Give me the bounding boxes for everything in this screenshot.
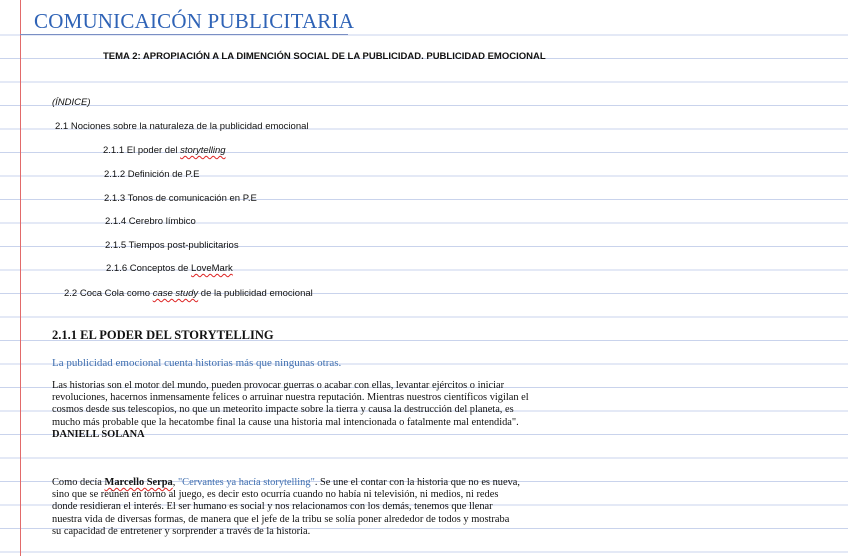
paragraph-line: nuestra vida de diversas formas, de manera que el jefe de la tribu se solía poner alrededor de todos y mostraba [52,513,510,525]
quote-author: DANIELL SOLANA [52,428,145,440]
index-item-emphasis: storytelling [180,145,226,156]
index-item-2-1-3: 2.1.3 Tonos de comunicación en P.E [104,193,257,204]
index-item-text: 2.2 Coca Cola como [64,288,153,299]
index-item-text: de la publicidad emocional [198,288,313,299]
paragraph-line: mucho más probable que la hecatombe final la cause una historia mal intencionada o fatalmente mal entendida". [52,416,519,428]
index-item-text: 2.1.1 El poder del [103,145,181,156]
index-item-emphasis: case study [152,288,199,299]
paragraph-line: sino que se reúnen en torno al juego, es decir esto ocurría cuando no había ni televisión, ni medios, ni redes [52,489,499,501]
paragraph-line: revoluciones, hacernos inmensamente felices o arruinar nuestra reputación. Mientras nuestros científicos vigilan el [52,392,529,404]
title-underline [20,34,348,35]
document-title: COMUNICAICÓN PUBLICITARIA [34,9,355,33]
paragraph-line: donde residieran el interés. El ser humano es social y nos relacionamos con los demás, tenemos que llenar [52,501,493,513]
index-item-2-1-5: 2.1.5 Tiempos post-publicitarios [105,240,239,251]
notebook-margin-line [20,0,21,556]
text-run: , [172,477,178,488]
paragraph-line: Las historias son el motor del mundo, pueden provocar guerras o acabar con ellas, levantar ejércitos o iniciar [52,380,505,391]
index-label: (ÍNDICE) [52,97,91,108]
index-item-2-1-1 [103,145,226,156]
index-item-text: 2.1.6 Conceptos de [106,263,192,274]
paragraph-quote [52,380,632,441]
section-heading: 2.1.1 EL PODER DEL STORYTELLING [52,328,274,342]
index-item-emphasis: LoveMark [191,263,233,274]
paragraph-line [52,477,520,488]
index-item-2-1-4: 2.1.4 Cerebro límbico [105,216,196,227]
inline-quote: "Cervantes ya hacía storytelling" [177,477,315,488]
topic-subtitle: TEMA 2: APROPIACIÓN A LA DIMENCIÓN SOCIAL DE LA PUBLICIDAD. PUBLICIDAD EMOCIONAL [103,51,546,62]
paragraph-line: su capacidad de entretener y sorprender a través de la historia. [52,525,311,537]
index-item-2-1-6 [106,263,233,274]
text-run: Como decía [52,477,105,488]
person-name: Marcello Serpa [104,477,173,488]
paragraph-line: cosmos desde sus telescopios, no que un meteorito impacte sobre la tierra y causa la destrucción del planeta, es [52,404,514,416]
index-item-2-1-2: 2.1.2 Definición de P.E [104,169,200,180]
index-item-2-2 [64,288,313,299]
section-lede: La publicidad emocional cuenta historias más que ningunas otras. [52,357,342,369]
paragraph-storytelling [52,477,632,538]
text-run: . Se une el contar con la historia que no es nueva, [314,477,520,488]
index-item-2-1: 2.1 Nociones sobre la naturaleza de la publicidad emocional [55,121,309,132]
